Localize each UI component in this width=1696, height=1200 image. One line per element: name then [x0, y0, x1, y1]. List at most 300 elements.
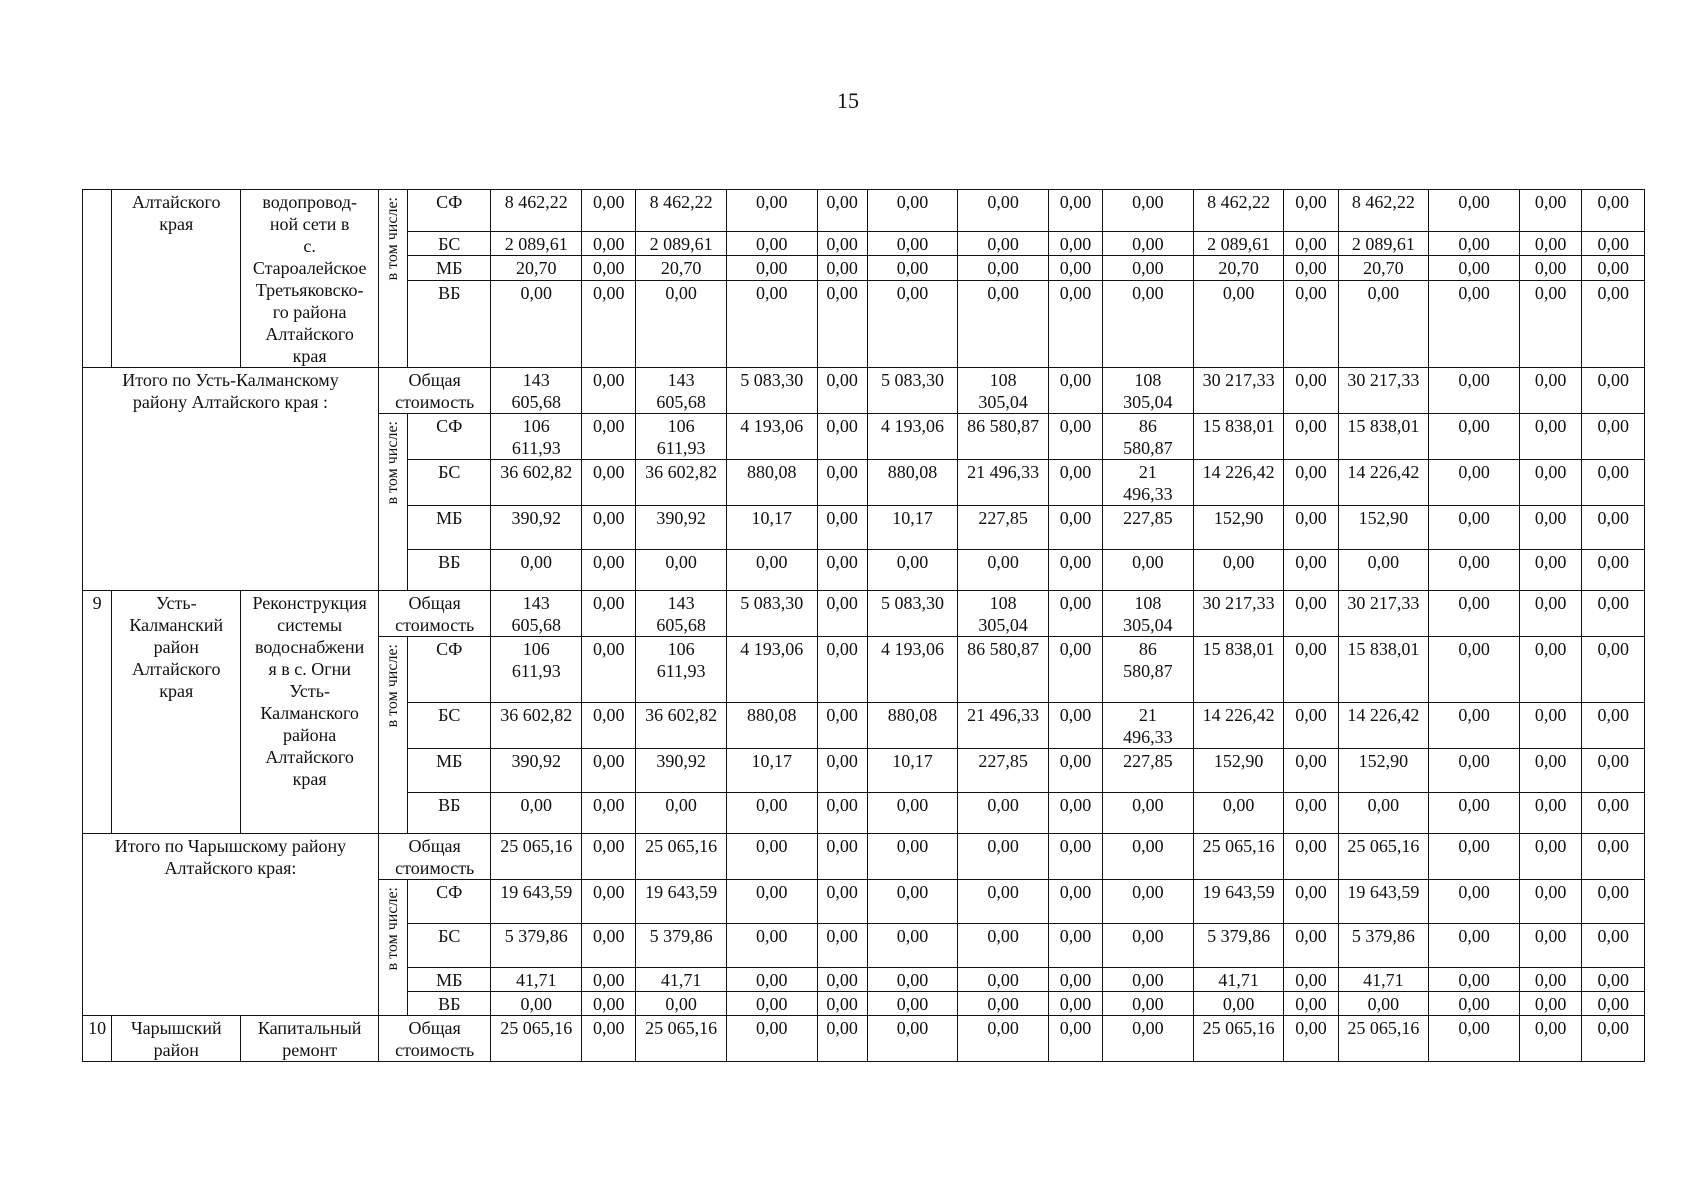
value-cell: 0,00 — [582, 368, 636, 414]
value-cell: 108 305,04 — [1103, 591, 1194, 637]
value-cell: 0,00 — [1048, 1016, 1102, 1062]
value-cell: 4 193,06 — [867, 637, 958, 703]
value-cell: 0,00 — [1048, 368, 1102, 414]
value-cell: 0,00 — [726, 1016, 817, 1062]
value-cell: 5 379,86 — [636, 924, 727, 968]
value-cell: 0,00 — [817, 637, 867, 703]
value-cell: 0,00 — [1519, 968, 1582, 992]
value-cell: 5 083,30 — [867, 368, 958, 414]
value-cell: 30 217,33 — [1193, 591, 1284, 637]
value-cell: 0,00 — [582, 256, 636, 280]
value-cell: 0,00 — [1519, 280, 1582, 368]
value-cell: 0,00 — [1582, 834, 1645, 880]
value-cell: 0,00 — [491, 793, 582, 834]
value-cell: 0,00 — [867, 231, 958, 255]
funding-type: БС — [408, 703, 491, 749]
value-cell: 0,00 — [1429, 550, 1520, 591]
value-cell: 0,00 — [582, 793, 636, 834]
table-row — [83, 834, 1645, 880]
table-row — [83, 591, 1645, 637]
value-cell: 0,00 — [491, 992, 582, 1016]
value-cell: 19 643,59 — [636, 880, 727, 924]
value-cell: 0,00 — [1582, 190, 1645, 232]
value-cell: 0,00 — [1048, 703, 1102, 749]
value-cell: 0,00 — [817, 749, 867, 793]
value-cell: 143 605,68 — [636, 591, 727, 637]
value-cell: 14 226,42 — [1193, 703, 1284, 749]
district-name: Алтайского края — [112, 190, 241, 368]
including-label — [378, 880, 407, 1016]
value-cell: 0,00 — [867, 550, 958, 591]
value-cell: 0,00 — [1103, 231, 1194, 255]
value-cell: 21 496,33 — [1103, 703, 1194, 749]
value-cell: 0,00 — [817, 1016, 867, 1062]
value-cell: 0,00 — [1103, 793, 1194, 834]
value-cell: 0,00 — [867, 1016, 958, 1062]
value-cell: 0,00 — [1048, 190, 1102, 232]
value-cell: 0,00 — [1103, 256, 1194, 280]
value-cell: 15 838,01 — [1338, 414, 1429, 460]
table-row — [83, 190, 1645, 232]
value-cell: 41,71 — [636, 968, 727, 992]
value-cell: 0,00 — [1519, 924, 1582, 968]
value-cell: 0,00 — [726, 550, 817, 591]
value-cell: 0,00 — [1519, 1016, 1582, 1062]
value-cell: 0,00 — [1519, 231, 1582, 255]
value-cell: 0,00 — [1519, 368, 1582, 414]
value-cell: 0,00 — [1338, 550, 1429, 591]
value-cell: 0,00 — [1048, 256, 1102, 280]
value-cell: 25 065,16 — [1193, 834, 1284, 880]
value-cell: 0,00 — [1284, 924, 1338, 968]
value-cell: 108 305,04 — [958, 368, 1049, 414]
value-cell: 0,00 — [817, 368, 867, 414]
value-cell: 0,00 — [1284, 992, 1338, 1016]
value-cell: 227,85 — [1103, 749, 1194, 793]
value-cell: 0,00 — [958, 834, 1049, 880]
value-cell: 0,00 — [726, 190, 817, 232]
value-cell: 19 643,59 — [1193, 880, 1284, 924]
value-cell: 0,00 — [1284, 880, 1338, 924]
value-cell: 4 193,06 — [726, 414, 817, 460]
value-cell: 0,00 — [1582, 793, 1645, 834]
value-cell: 0,00 — [1048, 591, 1102, 637]
value-cell: 0,00 — [582, 968, 636, 992]
value-cell: 20,70 — [636, 256, 727, 280]
value-cell: 36 602,82 — [491, 703, 582, 749]
value-cell: 0,00 — [1519, 460, 1582, 506]
project-description: Реконструкция системы водоснабжени я в с. Огни Усть- Калманского района Алтайского края — [241, 591, 379, 834]
value-cell: 0,00 — [958, 968, 1049, 992]
funding-type: МБ — [408, 256, 491, 280]
value-cell: 0,00 — [958, 190, 1049, 232]
value-cell: 0,00 — [817, 506, 867, 550]
value-cell: 0,00 — [1048, 834, 1102, 880]
value-cell: 0,00 — [1582, 924, 1645, 968]
value-cell: 21 496,33 — [1103, 460, 1194, 506]
value-cell: 106 611,93 — [491, 414, 582, 460]
value-cell: 143 605,68 — [491, 591, 582, 637]
value-cell: 20,70 — [1193, 256, 1284, 280]
value-cell: 227,85 — [1103, 506, 1194, 550]
value-cell: 86 580,87 — [1103, 414, 1194, 460]
value-cell: 390,92 — [636, 506, 727, 550]
funding-type: БС — [408, 460, 491, 506]
value-cell: 30 217,33 — [1193, 368, 1284, 414]
value-cell: 0,00 — [958, 256, 1049, 280]
value-cell: 4 193,06 — [867, 414, 958, 460]
value-cell: 19 643,59 — [1338, 880, 1429, 924]
value-cell: 0,00 — [1429, 506, 1520, 550]
funding-type: МБ — [408, 506, 491, 550]
value-cell: 0,00 — [867, 992, 958, 1016]
value-cell: 0,00 — [726, 231, 817, 255]
value-cell: 19 643,59 — [491, 880, 582, 924]
value-cell: 2 089,61 — [1338, 231, 1429, 255]
value-cell: 0,00 — [1519, 992, 1582, 1016]
value-cell: 10,17 — [726, 749, 817, 793]
value-cell: 0,00 — [1429, 256, 1520, 280]
value-cell: 0,00 — [1284, 637, 1338, 703]
value-cell: 0,00 — [958, 550, 1049, 591]
value-cell: 0,00 — [1338, 280, 1429, 368]
value-cell: 0,00 — [1429, 460, 1520, 506]
value-cell: 0,00 — [636, 793, 727, 834]
value-cell: 30 217,33 — [1338, 591, 1429, 637]
including-text: в том числе: — [384, 421, 401, 505]
value-cell: 0,00 — [1519, 256, 1582, 280]
value-cell: 4 193,06 — [726, 637, 817, 703]
value-cell: 152,90 — [1338, 749, 1429, 793]
value-cell: 5 379,86 — [1338, 924, 1429, 968]
value-cell: 0,00 — [1582, 1016, 1645, 1062]
value-cell: 0,00 — [1284, 414, 1338, 460]
value-cell: 5 083,30 — [726, 591, 817, 637]
value-cell: 41,71 — [491, 968, 582, 992]
value-cell: 0,00 — [1284, 834, 1338, 880]
funding-type: ВБ — [408, 793, 491, 834]
value-cell: 0,00 — [1582, 280, 1645, 368]
value-cell: 0,00 — [1582, 460, 1645, 506]
value-cell: 0,00 — [1103, 190, 1194, 232]
including-text: в том числе: — [384, 197, 401, 281]
value-cell: 25 065,16 — [1338, 834, 1429, 880]
value-cell: 0,00 — [582, 460, 636, 506]
value-cell: 41,71 — [1193, 968, 1284, 992]
value-cell: 0,00 — [1193, 793, 1284, 834]
value-cell: 106 611,93 — [636, 637, 727, 703]
value-cell: 0,00 — [726, 256, 817, 280]
value-cell: 152,90 — [1193, 749, 1284, 793]
value-cell: 0,00 — [1048, 924, 1102, 968]
value-cell: 0,00 — [1582, 703, 1645, 749]
value-cell: 10,17 — [867, 749, 958, 793]
value-cell: 8 462,22 — [1338, 190, 1429, 232]
value-cell: 0,00 — [1582, 231, 1645, 255]
value-cell: 0,00 — [726, 834, 817, 880]
value-cell: 390,92 — [636, 749, 727, 793]
value-cell: 0,00 — [1429, 591, 1520, 637]
including-label — [378, 637, 407, 834]
value-cell: 0,00 — [958, 880, 1049, 924]
value-cell: 0,00 — [867, 880, 958, 924]
value-cell: 0,00 — [1519, 637, 1582, 703]
including-text: в том числе: — [384, 644, 401, 728]
value-cell: 0,00 — [867, 793, 958, 834]
value-cell: 21 496,33 — [958, 460, 1049, 506]
value-cell: 227,85 — [958, 506, 1049, 550]
value-cell: 0,00 — [1103, 992, 1194, 1016]
value-cell: 143 605,68 — [636, 368, 727, 414]
value-cell: 0,00 — [1048, 231, 1102, 255]
value-cell: 21 496,33 — [958, 703, 1049, 749]
value-cell: 0,00 — [817, 414, 867, 460]
value-cell: 0,00 — [582, 591, 636, 637]
value-cell: 0,00 — [1519, 591, 1582, 637]
value-cell: 0,00 — [726, 924, 817, 968]
funding-type: ВБ — [408, 992, 491, 1016]
value-cell: 0,00 — [1519, 749, 1582, 793]
value-cell: 0,00 — [1103, 550, 1194, 591]
value-cell: 0,00 — [1582, 368, 1645, 414]
value-cell: 0,00 — [1582, 637, 1645, 703]
value-cell: 106 611,93 — [636, 414, 727, 460]
value-cell: 0,00 — [726, 280, 817, 368]
value-cell: 14 226,42 — [1338, 703, 1429, 749]
value-cell: 0,00 — [582, 637, 636, 703]
table-row — [83, 368, 1645, 414]
value-cell: 0,00 — [1519, 190, 1582, 232]
value-cell: 0,00 — [958, 280, 1049, 368]
value-cell: 0,00 — [1284, 1016, 1338, 1062]
value-cell: 0,00 — [582, 1016, 636, 1062]
value-cell: 0,00 — [582, 703, 636, 749]
value-cell: 0,00 — [1284, 231, 1338, 255]
value-cell: 0,00 — [1048, 749, 1102, 793]
value-cell: 0,00 — [817, 992, 867, 1016]
value-cell: 25 065,16 — [491, 1016, 582, 1062]
value-cell: 0,00 — [1429, 231, 1520, 255]
value-cell: 2 089,61 — [636, 231, 727, 255]
value-cell: 880,08 — [726, 703, 817, 749]
value-cell: 0,00 — [867, 280, 958, 368]
funding-type: Общая стоимость — [378, 591, 491, 637]
value-cell: 0,00 — [1429, 368, 1520, 414]
funding-type: СФ — [408, 190, 491, 232]
value-cell: 143 605,68 — [491, 368, 582, 414]
value-cell: 0,00 — [1582, 880, 1645, 924]
value-cell: 36 602,82 — [636, 703, 727, 749]
value-cell: 0,00 — [582, 550, 636, 591]
funding-type: СФ — [408, 880, 491, 924]
funding-type: МБ — [408, 749, 491, 793]
value-cell: 0,00 — [1284, 368, 1338, 414]
funding-type: Общая стоимость — [378, 834, 491, 880]
value-cell: 14 226,42 — [1338, 460, 1429, 506]
value-cell: 0,00 — [1582, 550, 1645, 591]
value-cell: 0,00 — [867, 834, 958, 880]
funding-type: СФ — [408, 414, 491, 460]
value-cell: 0,00 — [1338, 793, 1429, 834]
value-cell: 0,00 — [1284, 591, 1338, 637]
value-cell: 0,00 — [726, 992, 817, 1016]
value-cell: 0,00 — [958, 992, 1049, 1016]
value-cell: 8 462,22 — [1193, 190, 1284, 232]
district-name: Усть- Калманский район Алтайского края — [112, 591, 241, 834]
value-cell: 0,00 — [582, 749, 636, 793]
value-cell: 0,00 — [817, 793, 867, 834]
value-cell: 880,08 — [726, 460, 817, 506]
value-cell: 0,00 — [1048, 968, 1102, 992]
value-cell: 0,00 — [1429, 793, 1520, 834]
funding-type: ВБ — [408, 280, 491, 368]
value-cell: 0,00 — [1284, 190, 1338, 232]
value-cell: 0,00 — [958, 924, 1049, 968]
value-cell: 0,00 — [726, 793, 817, 834]
value-cell: 0,00 — [1103, 924, 1194, 968]
value-cell: 25 065,16 — [1193, 1016, 1284, 1062]
value-cell: 0,00 — [1284, 550, 1338, 591]
value-cell: 0,00 — [1429, 834, 1520, 880]
value-cell: 0,00 — [1048, 550, 1102, 591]
funding-type: БС — [408, 924, 491, 968]
value-cell: 0,00 — [1429, 280, 1520, 368]
value-cell: 0,00 — [1519, 880, 1582, 924]
value-cell: 5 083,30 — [867, 591, 958, 637]
value-cell: 0,00 — [1193, 280, 1284, 368]
including-label — [378, 414, 407, 591]
value-cell: 0,00 — [1582, 506, 1645, 550]
district-name: Чарышский район — [112, 1016, 241, 1062]
value-cell: 0,00 — [1338, 992, 1429, 1016]
value-cell: 41,71 — [1338, 968, 1429, 992]
value-cell: 0,00 — [867, 924, 958, 968]
value-cell: 0,00 — [582, 880, 636, 924]
value-cell: 10,17 — [726, 506, 817, 550]
value-cell: 0,00 — [867, 256, 958, 280]
value-cell: 0,00 — [1048, 460, 1102, 506]
value-cell: 880,08 — [867, 460, 958, 506]
project-description: водопровод- ной сети в с. Староалейское Третьяковско- го района Алтайского края — [241, 190, 379, 368]
value-cell: 0,00 — [1048, 414, 1102, 460]
value-cell: 0,00 — [958, 231, 1049, 255]
value-cell: 36 602,82 — [636, 460, 727, 506]
value-cell: 390,92 — [491, 749, 582, 793]
value-cell: 106 611,93 — [491, 637, 582, 703]
value-cell: 25 065,16 — [491, 834, 582, 880]
value-cell: 0,00 — [1429, 703, 1520, 749]
value-cell: 20,70 — [491, 256, 582, 280]
value-cell: 0,00 — [1582, 749, 1645, 793]
value-cell: 0,00 — [582, 924, 636, 968]
value-cell: 152,90 — [1338, 506, 1429, 550]
total-label: Итого по Чарышскому району Алтайского края: — [83, 834, 379, 1016]
value-cell: 0,00 — [867, 190, 958, 232]
value-cell: 0,00 — [582, 231, 636, 255]
value-cell: 8 462,22 — [491, 190, 582, 232]
value-cell: 8 462,22 — [636, 190, 727, 232]
value-cell: 0,00 — [817, 460, 867, 506]
value-cell: 0,00 — [1519, 834, 1582, 880]
value-cell: 0,00 — [636, 280, 727, 368]
value-cell: 0,00 — [582, 992, 636, 1016]
value-cell: 0,00 — [817, 256, 867, 280]
value-cell: 5 379,86 — [1193, 924, 1284, 968]
value-cell: 0,00 — [817, 924, 867, 968]
value-cell: 0,00 — [867, 968, 958, 992]
value-cell: 15 838,01 — [1193, 637, 1284, 703]
project-description: Капитальный ремонт — [241, 1016, 379, 1062]
value-cell: 0,00 — [1429, 880, 1520, 924]
value-cell: 0,00 — [1429, 190, 1520, 232]
value-cell: 0,00 — [817, 880, 867, 924]
value-cell: 152,90 — [1193, 506, 1284, 550]
value-cell: 0,00 — [1284, 703, 1338, 749]
value-cell: 0,00 — [958, 793, 1049, 834]
row-index: 9 — [83, 591, 112, 834]
value-cell: 0,00 — [1429, 968, 1520, 992]
value-cell: 0,00 — [1582, 256, 1645, 280]
value-cell: 0,00 — [582, 506, 636, 550]
value-cell: 0,00 — [582, 834, 636, 880]
value-cell: 108 305,04 — [1103, 368, 1194, 414]
value-cell: 30 217,33 — [1338, 368, 1429, 414]
value-cell: 0,00 — [582, 280, 636, 368]
value-cell: 14 226,42 — [1193, 460, 1284, 506]
value-cell: 0,00 — [1103, 968, 1194, 992]
value-cell: 0,00 — [1519, 793, 1582, 834]
value-cell: 0,00 — [491, 550, 582, 591]
including-text: в том числе: — [384, 887, 401, 971]
value-cell: 108 305,04 — [958, 591, 1049, 637]
value-cell: 15 838,01 — [1338, 637, 1429, 703]
value-cell: 0,00 — [1103, 880, 1194, 924]
funding-type: Общая стоимость — [378, 1016, 491, 1062]
value-cell: 0,00 — [726, 968, 817, 992]
value-cell: 0,00 — [1284, 460, 1338, 506]
value-cell: 0,00 — [582, 190, 636, 232]
value-cell: 0,00 — [1048, 280, 1102, 368]
funding-type: СФ — [408, 637, 491, 703]
value-cell: 86 580,87 — [958, 637, 1049, 703]
value-cell: 0,00 — [1582, 992, 1645, 1016]
value-cell: 0,00 — [958, 1016, 1049, 1062]
value-cell: 2 089,61 — [491, 231, 582, 255]
value-cell: 0,00 — [1048, 880, 1102, 924]
row-index: 10 — [83, 1016, 112, 1062]
value-cell: 0,00 — [1193, 550, 1284, 591]
value-cell: 0,00 — [636, 550, 727, 591]
value-cell: 0,00 — [817, 591, 867, 637]
value-cell: 0,00 — [1284, 256, 1338, 280]
value-cell: 0,00 — [1103, 834, 1194, 880]
value-cell: 0,00 — [1429, 637, 1520, 703]
value-cell: 0,00 — [1103, 1016, 1194, 1062]
value-cell: 0,00 — [1582, 591, 1645, 637]
value-cell: 0,00 — [636, 992, 727, 1016]
value-cell: 0,00 — [1048, 992, 1102, 1016]
budget-table — [82, 189, 1645, 1062]
funding-type: МБ — [408, 968, 491, 992]
value-cell: 0,00 — [582, 414, 636, 460]
value-cell: 0,00 — [1519, 550, 1582, 591]
value-cell: 86 580,87 — [958, 414, 1049, 460]
table-row — [83, 1016, 1645, 1062]
row-index — [83, 190, 112, 368]
value-cell: 227,85 — [958, 749, 1049, 793]
including-label — [378, 190, 407, 368]
value-cell: 15 838,01 — [1193, 414, 1284, 460]
